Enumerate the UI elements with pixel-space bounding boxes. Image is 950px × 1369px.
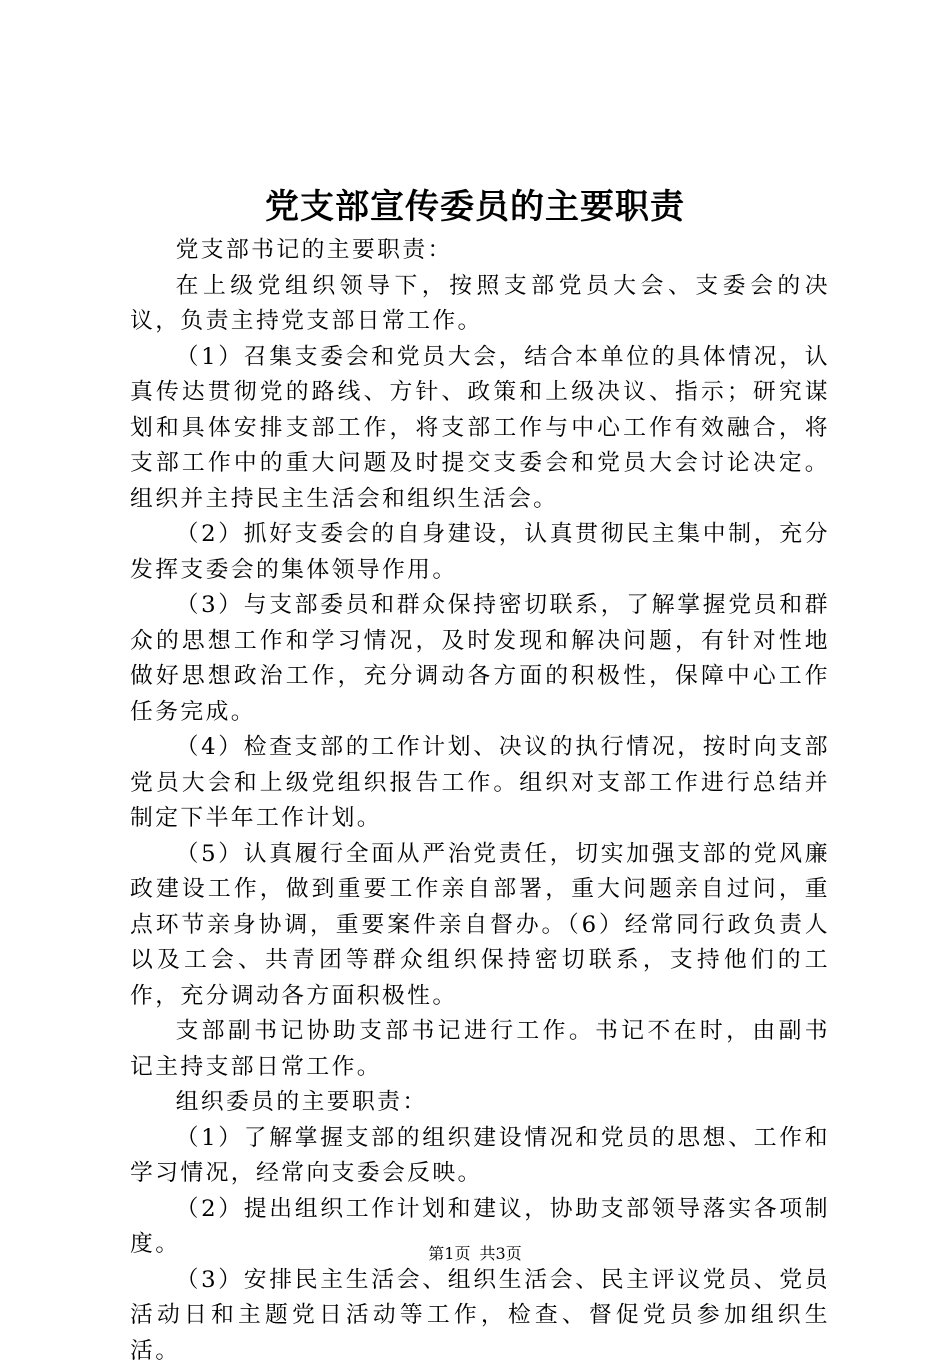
paragraph: （1）召集支委会和党员大会，结合本单位的具体情况，认真传达贯彻党的路线、方针、政策和上级决议、指示；研究谋划和具体安排支部工作，将支部工作与中心工作有效融合，将支部工作中的重大问题及时提交支委会和党员大会讨论决定。组织并主持民主生活会和组织生活会。 — [130, 340, 830, 518]
paragraph: 在上级党组织领导下，按照支部党员大会、支委会的决议，负责主持党支部日常工作。 — [130, 269, 830, 340]
page-footer — [0, 1242, 950, 1266]
document-body — [130, 233, 830, 1369]
paragraph: 党支部书记的主要职责： — [130, 233, 830, 269]
paragraph: （5）认真履行全面从严治党责任，切实加强支部的党风廉政建设工作，做到重要工作亲自部署，重大问题亲自过问，重点环节亲身协调，重要案件亲自督办。（6）经常同行政负责人以及工会、共青团等群众组织保持密切联系，支持他们的工作，充分调动各方面积极性。 — [130, 837, 830, 1015]
paragraph: （3）与支部委员和群众保持密切联系，了解掌握党员和群众的思想工作和学习情况，及时发现和解决问题，有针对性地做好思想政治工作，充分调动各方面的积极性，保障中心工作任务完成。 — [130, 588, 830, 730]
paragraph: 支部副书记协助支部书记进行工作。书记不在时，由副书记主持支部日常工作。 — [130, 1014, 830, 1085]
page-total: 共3页 — [480, 1244, 522, 1263]
document-title: 党支部宣传委员的主要职责 — [0, 183, 950, 231]
page-number: 第1页 — [428, 1244, 470, 1263]
paragraph: 组织委员的主要职责： — [130, 1085, 830, 1121]
paragraph: （2）提出组织工作计划和建议，协助支部领导落实各项制度。 — [130, 1192, 830, 1263]
paragraph: （4）检查支部的工作计划、决议的执行情况，按时向支部党员大会和上级党组织报告工作。组织对支部工作进行总结并制定下半年工作计划。 — [130, 730, 830, 837]
paragraph: （1）了解掌握支部的组织建设情况和党员的思想、工作和学习情况，经常向支委会反映。 — [130, 1121, 830, 1192]
paragraph: （3）安排民主生活会、组织生活会、民主评议党员、党员活动日和主题党日活动等工作，检查、督促党员参加组织生活。 — [130, 1263, 830, 1369]
paragraph: （2）抓好支委会的自身建设，认真贯彻民主集中制，充分发挥支委会的集体领导作用。 — [130, 517, 830, 588]
